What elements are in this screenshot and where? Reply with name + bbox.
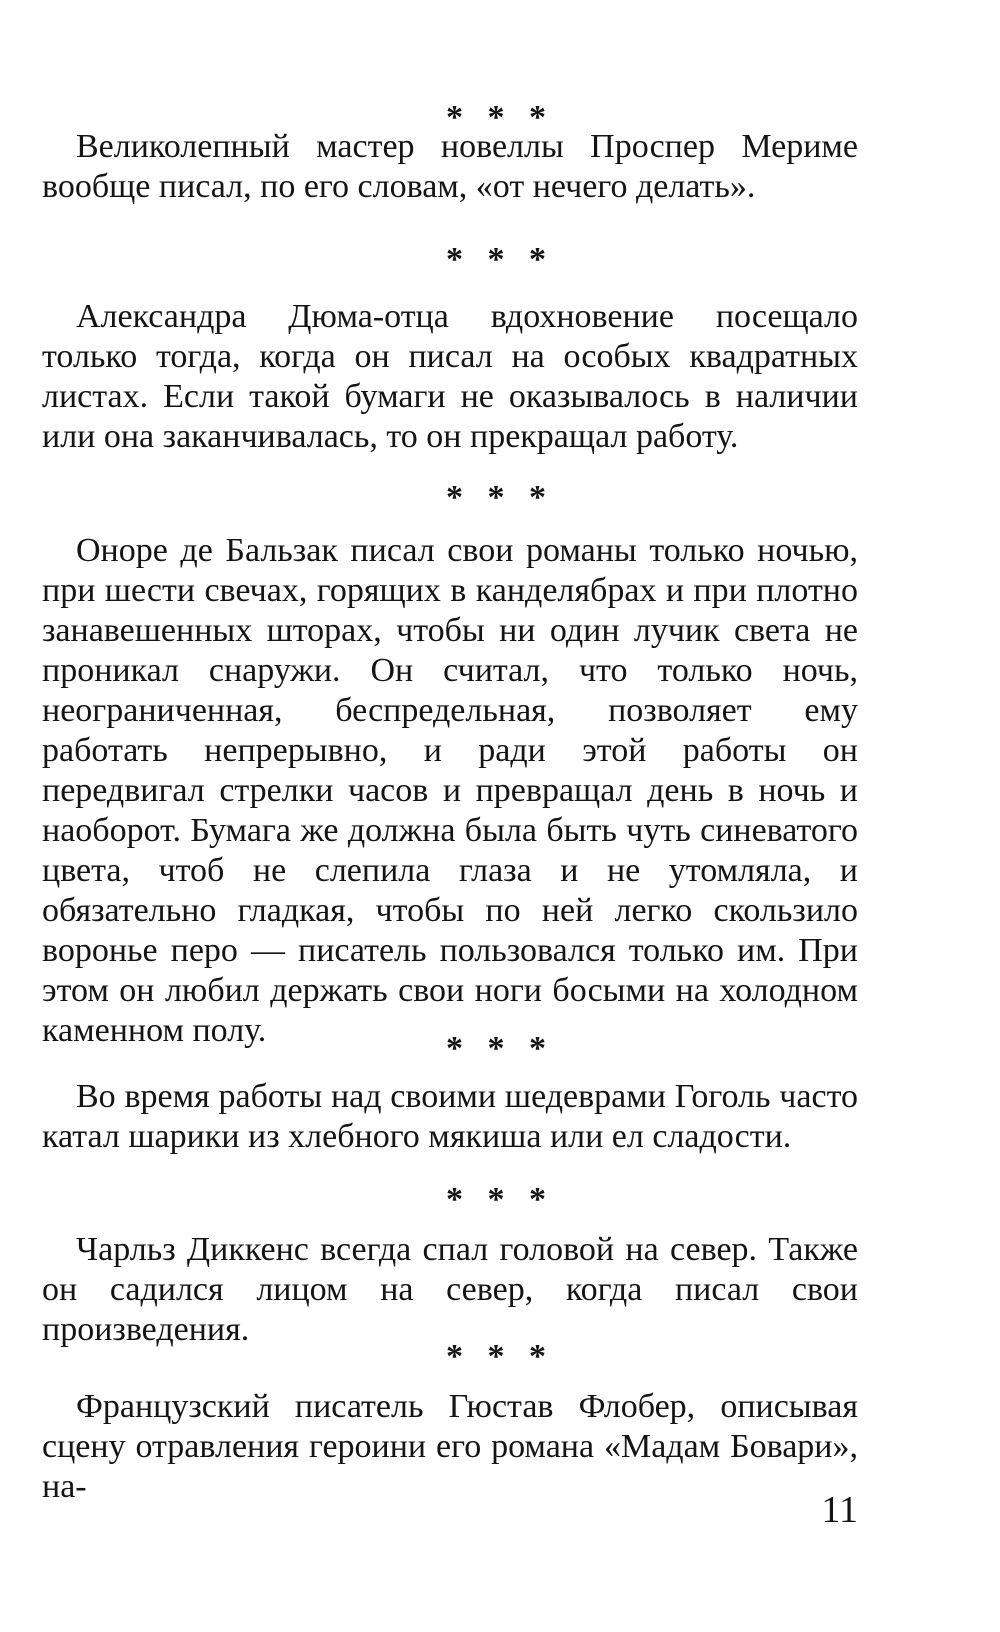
section-separator: * * * — [446, 241, 554, 278]
paragraph-balzac: Оноре де Бальзак писал свои романы только ночью, при шести свечах, горящих в канделябрах и при плотно занавешенных шторах, чтобы ни один лучик света не проникал снаружи. Он считал, что только ночь, неограниченная, беспредельная, позволяет ему работать непрерывно, и ради этой работы он передвигал стрелки часов и превращал день в ночь и наоборот. Бумага же должна была быть чуть синеватого цвета, чтоб не слепила глаза и не утомляла, и обязательно гладкая, чтобы по ней легко скользило воронье перо — писатель пользовался только им. При этом он любил держать свои ноги босыми на холодном каменном полу. — [42, 532, 858, 1049]
section-separator: * * * — [446, 1030, 554, 1067]
section-separator: * * * — [446, 479, 554, 516]
section-separator: * * * — [446, 1338, 554, 1375]
paragraph-merimee: Великолепный мастер новеллы Проспер Мериме вообще писал, по его словам, «от нечего делать». — [42, 128, 858, 205]
paragraph-dickens: Чарльз Диккенс всегда спал головой на север. Также он садился лицом на север, когда писал свои произведения. — [42, 1231, 858, 1348]
page-number: 11 — [821, 1489, 858, 1531]
paragraph-dumas: Александра Дюма-отца вдохновение посещало только тогда, когда он писал на особых квадратных листах. Если такой бумаги не оказывалось в наличии или она заканчивалась, то он прекращал работу. — [42, 298, 858, 455]
paragraph-gogol: Во время работы над своими шедеврами Гоголь часто катал шарики из хлебного мякиша или ел сладости. — [42, 1078, 858, 1155]
paragraph-flaubert: Французский писатель Гюстав Флобер, описывая сцену отравления героини его романа «Мадам Бовари», на- — [42, 1388, 858, 1505]
section-separator: * * * — [446, 99, 554, 136]
section-separator: * * * — [446, 1181, 554, 1218]
